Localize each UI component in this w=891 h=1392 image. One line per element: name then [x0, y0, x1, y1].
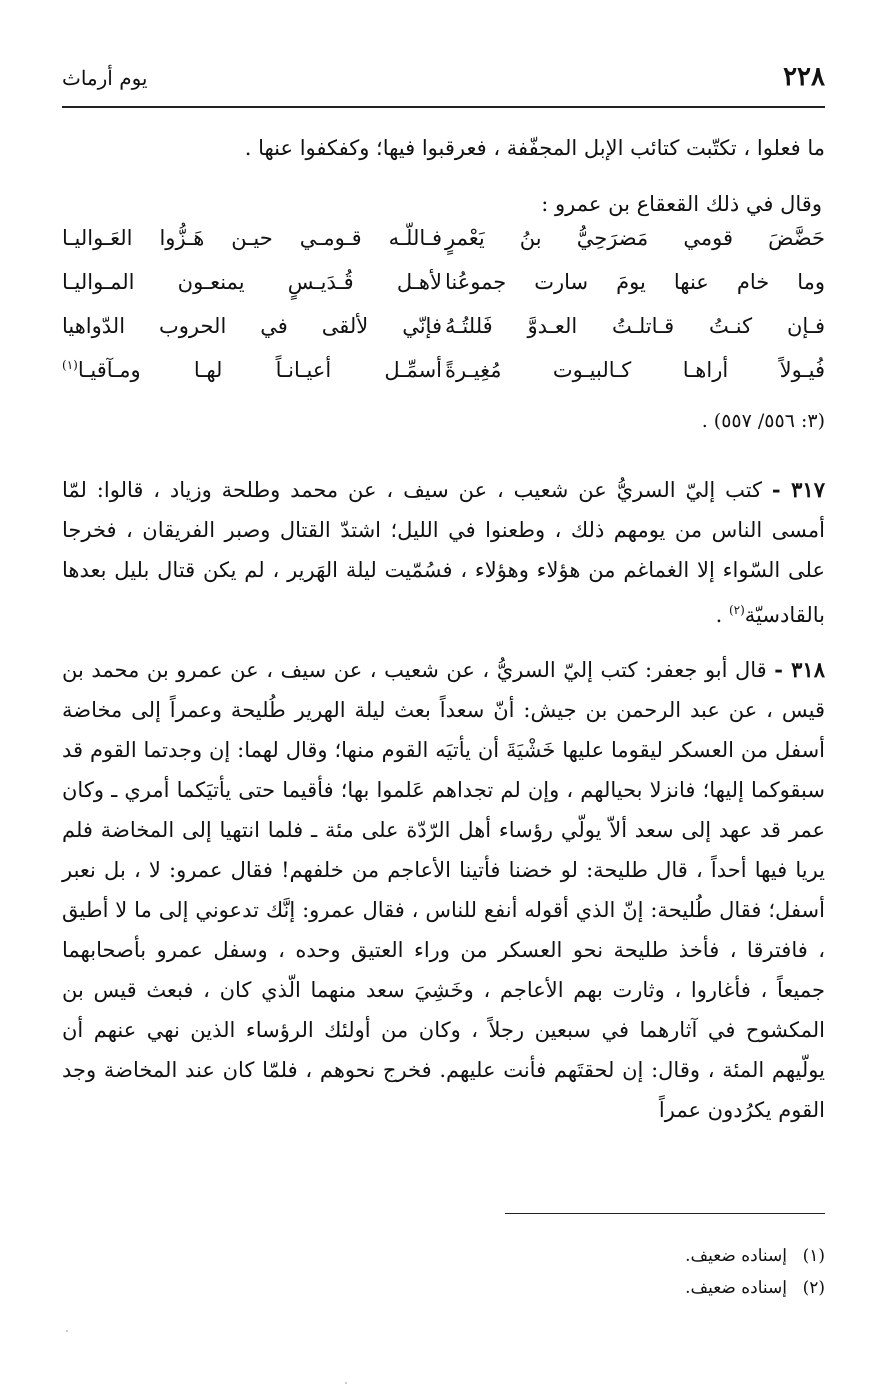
page-header — [62, 58, 825, 98]
verse-second-hemistich: فإنّي لألقى في الحروب الدّواهيا — [62, 314, 442, 338]
paragraph-1: ما فعلوا ، تكتّبت كتائب الإبل المجفّفة ، فعرقبوا فيها؛ وكفكفوا عنها . — [244, 136, 825, 160]
verse-first-hemistich: وما خام عنها يومَ سارت جموعُنا — [445, 270, 825, 294]
scan-speck — [345, 1382, 347, 1384]
footnote-mark: (١) — [802, 1246, 825, 1266]
verse-first-hemistich: حَضَّضَ قومي مَضرَحِيُّ بنُ يَعْمرٍ — [445, 226, 825, 250]
footnote — [425, 1272, 825, 1304]
footnote-text: إسناده ضعيف. — [685, 1278, 787, 1298]
page-number: ٢٢٨ — [783, 62, 825, 92]
verse-second-hemistich: لأهـل قُـدَيـسٍ يمنعـون المـواليـا — [62, 270, 442, 294]
footnote-ref: (٢) — [728, 603, 745, 617]
poem — [62, 226, 825, 432]
footnote-text: إسناده ضعيف. — [685, 1246, 787, 1266]
poem-source-ref: (٣: ٥٥٦/ ٥٥٧) . — [701, 410, 825, 432]
footnotes — [425, 1240, 825, 1304]
verse-first-hemistich: فـإن كنـتُ قـاتلـتُ العـدوَّ فَللتُـهُ — [445, 314, 825, 338]
report-number: ٣١٧ - — [771, 477, 825, 502]
footnote-ref: (١) — [62, 358, 78, 372]
report-text: قال أبو جعفر: كتب إليّ السريُّ ، عن شعيب ، عن سيف ، عن عمرو بن محمد بن قيس ، عن عبد الرحمن بن جيش: أنّ سعداً بعث ليلة الهرير طُليحة وعمراً إلى مخاضة أسفل من العسكر ليقوما عليها خَشْيَةَ أن يأتيَه القوم منها؛ وقال لهما: إن وجدتما القوم قد سبقوكما إليها؛ فانزلا بحيالهم ، وإن لم تجداهم عَلموا بها؛ فأقيما حتى يأتيَكما أمري ـ وكان عمر قد عهد إلى سعد ألاّ يولّي رؤساء أهل الرّدّة على مئة ـ فلما انتهيا إلى المخاضة فلم يريا فيها أحداً ، قال طليحة: لو خضنا فأتينا الأعاجم من خلفهم! فقال عمرو: لا ، بل نعبر أسفل؛ فقال طُليحة: إنّ الذي أقوله أنفع للناس ، فقال عمرو: إنَّك تدعوني إلى ما لا أطيق ، فافترقا ، فأخذ طليحة نحو العسكر من وراء العتيق وحده ، وسفل عمرو بأصحابهما جميعاً ، فأغاروا ، وثارت بهم الأعاجم ، وخَشِيَ سعد منهما الّذي كان ، فبعث قيس بن المكشوح في آثارهما في سبعين رجلاً ، وكان من أولئك الرؤساء الذين نهي عنهم أن يولّيهم المئة ، وقال: إن لحقتَهم فأنت عليهم. فخرج نحوهم ، فلمّا كان عند المخاضة وجد القوم يكرُدون عمراً — [62, 658, 825, 1122]
poem-verse — [62, 314, 825, 358]
report-number: ٣١٨ - — [774, 657, 825, 682]
paragraph-318 — [62, 650, 825, 1130]
paragraph-317 — [62, 470, 825, 635]
poem-verse — [62, 358, 825, 402]
footnote — [425, 1240, 825, 1272]
running-title: يوم أرماث — [62, 66, 148, 90]
scan-speck — [66, 1330, 68, 1332]
poem-verse — [62, 270, 825, 314]
poem-intro: وقال في ذلك القعقاع بن عمرو : — [541, 192, 822, 216]
poem-verse — [62, 226, 825, 270]
header-rule — [62, 106, 825, 108]
report-end: . — [715, 603, 729, 627]
footnote-mark: (٢) — [802, 1278, 825, 1298]
verse-second-hemistich — [62, 358, 442, 382]
report-text: كتب إليّ السريُّ عن شعيب ، عن سيف ، عن محمد وطلحة وزياد ، قالوا: لمّا أمسى الناس من يومهم ذلك ، وطعنوا في الليل؛ اشتدّ القتال وصبر الفريقان ، فخرجا على السّواء إلا الغماغم من هؤلاء وهؤلاء ، فسُمّيت ليلة الهَرير ، لم يكن قتال بليل بعدها بالقادسيّة — [62, 478, 825, 627]
verse-second-hemistich: فـاللّـه قـومـي حيـن هَـزُّوا العَـواليـا — [62, 226, 442, 250]
hemistich-text: أسمِّـل أعيـانـاً لهـا ومـآقيـا — [77, 358, 442, 382]
footnote-rule — [505, 1213, 825, 1214]
verse-first-hemistich: فُيـولاً أراهـا كـالبيـوت مُغِيـرةً — [445, 358, 825, 382]
